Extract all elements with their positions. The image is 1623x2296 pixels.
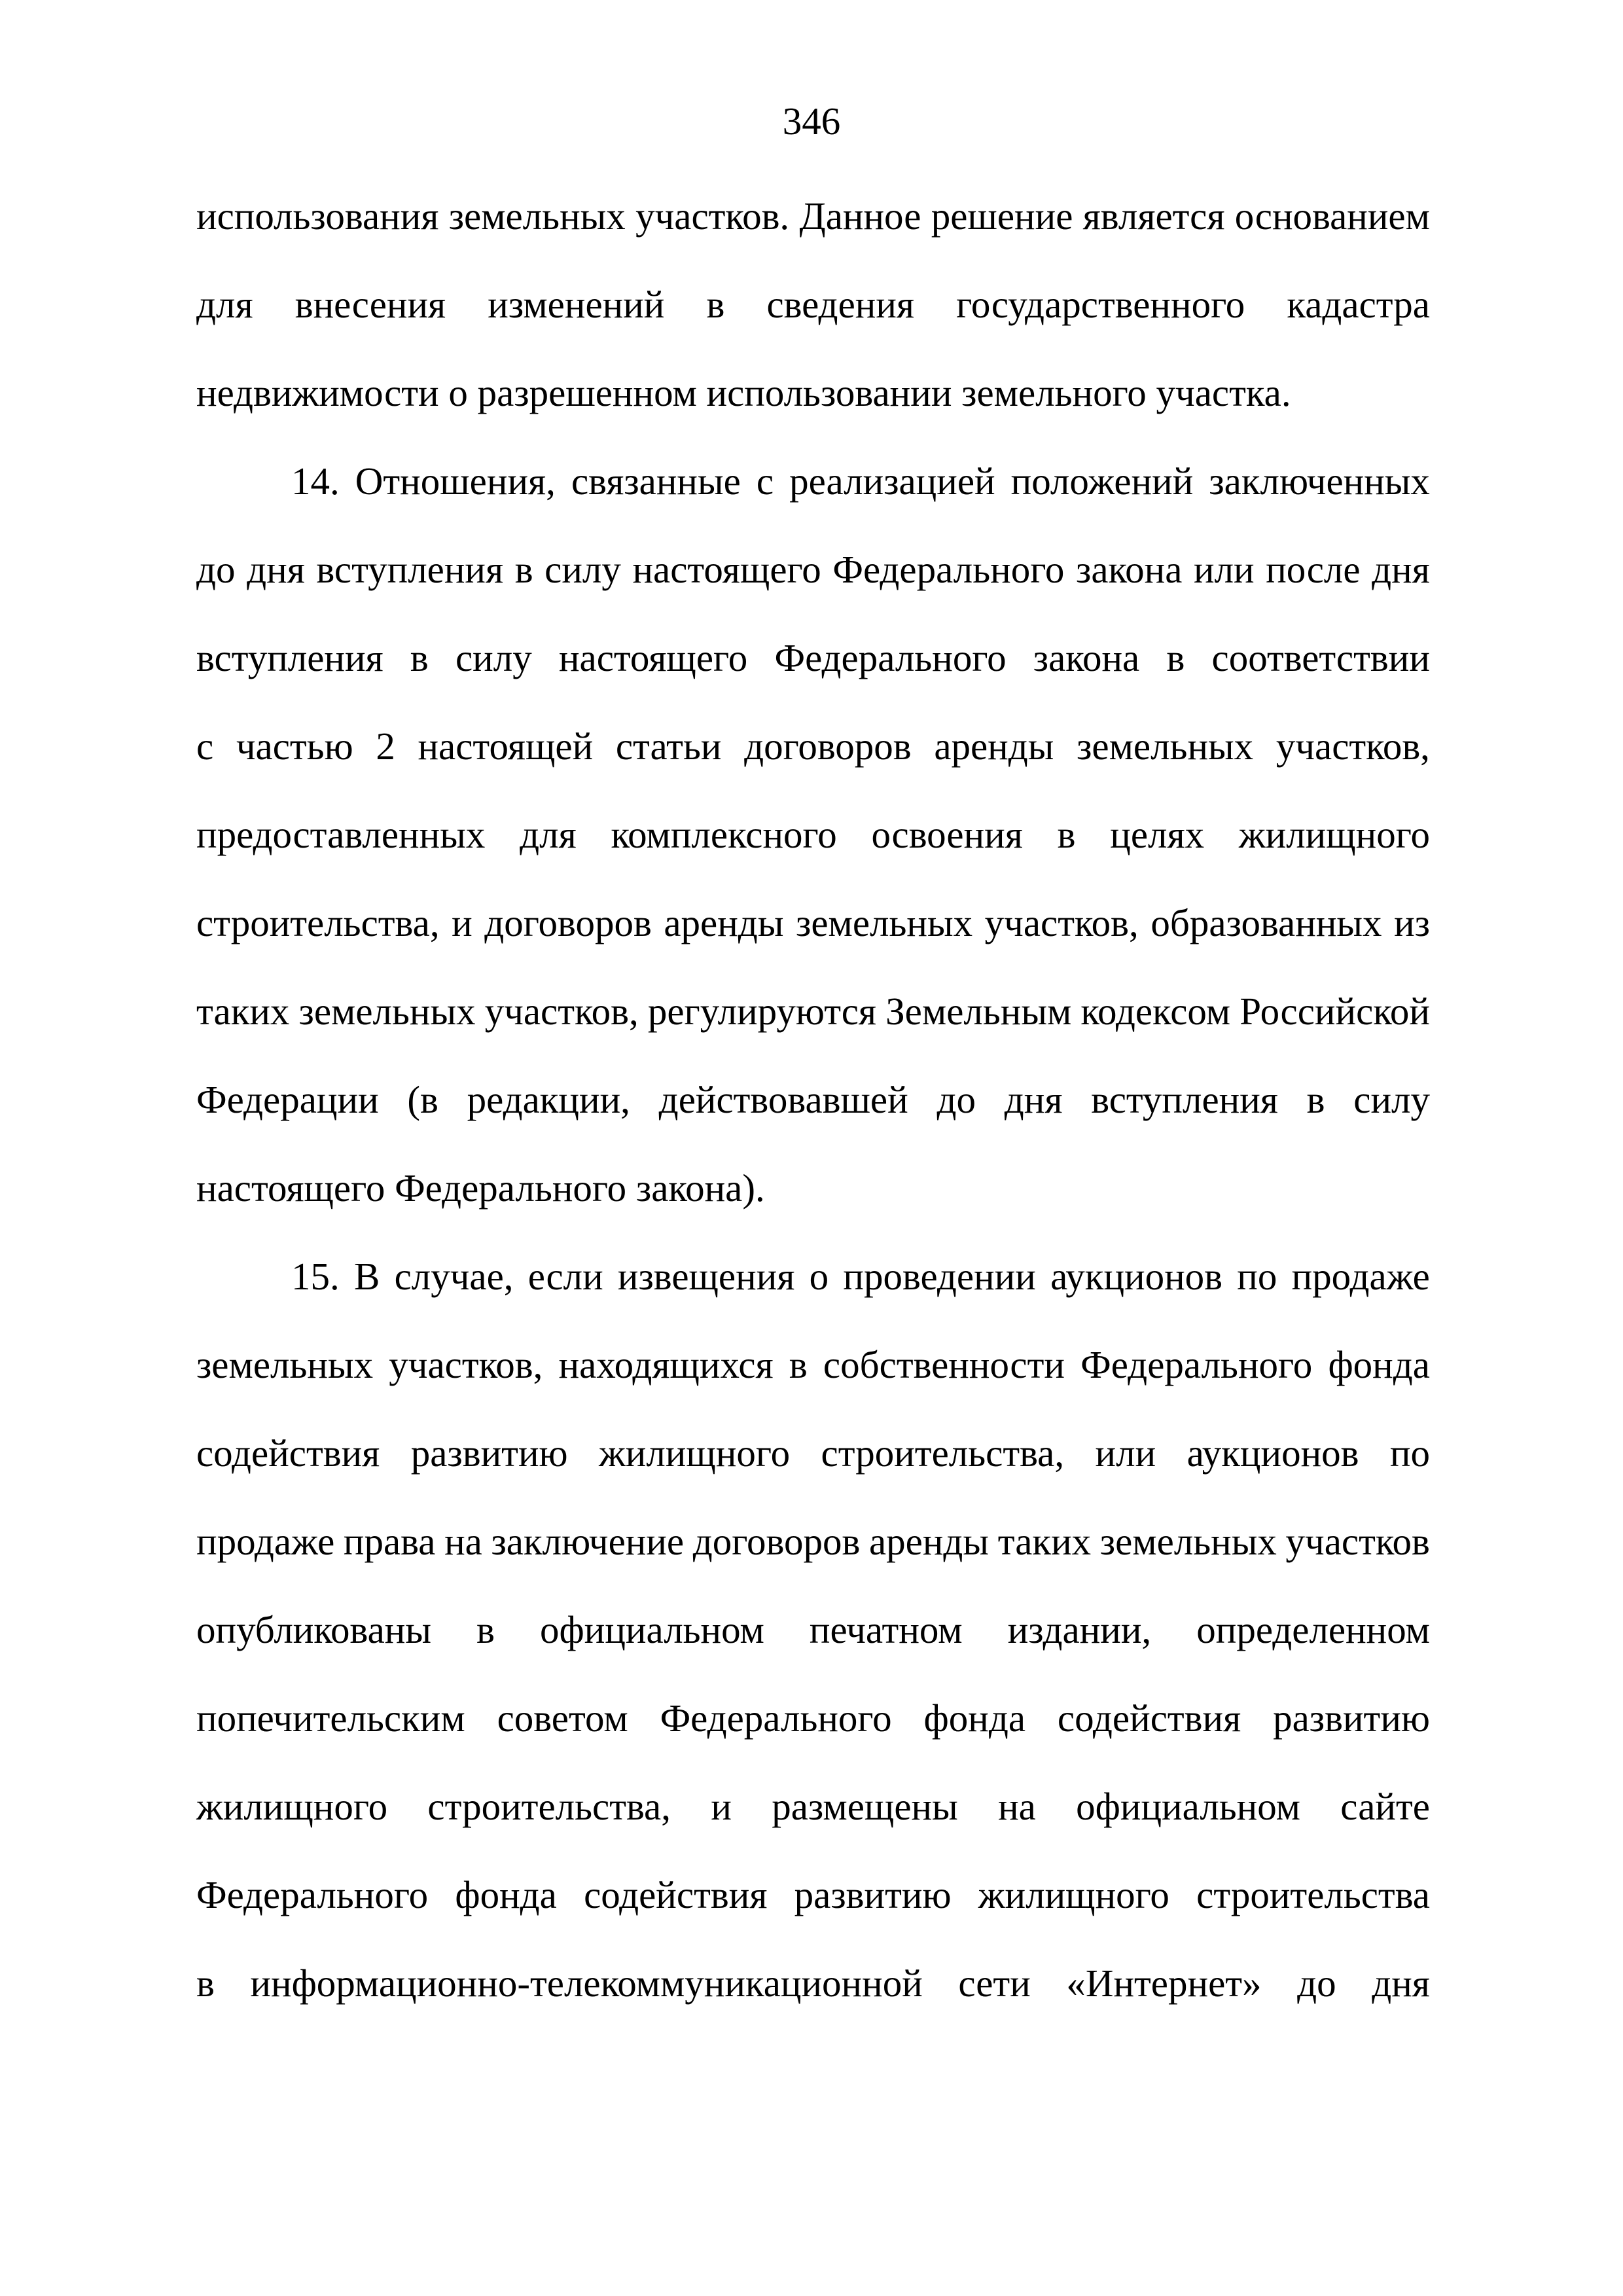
word: заключение xyxy=(491,1520,685,1563)
word: Федерального xyxy=(196,1873,429,1916)
word: Федерального xyxy=(832,548,1065,591)
word: строительства, xyxy=(427,1785,671,1828)
text-line xyxy=(196,547,1430,592)
word: в xyxy=(706,283,725,326)
word: внесения xyxy=(294,283,446,326)
text-line xyxy=(196,1960,1430,2006)
word: случае, xyxy=(394,1255,514,1298)
word: статьи xyxy=(615,725,722,768)
word: собственности xyxy=(823,1343,1065,1386)
word: дня xyxy=(247,548,305,591)
word: земельных xyxy=(1099,1520,1277,1563)
word: развитию xyxy=(1273,1696,1430,1740)
word: в xyxy=(514,548,533,591)
word: советом xyxy=(497,1696,628,1740)
word: строительства xyxy=(1196,1873,1430,1916)
word: частью xyxy=(236,725,353,768)
word: силу xyxy=(1353,1078,1430,1121)
word: предоставленных xyxy=(196,813,486,856)
word: Земельным xyxy=(885,990,1072,1033)
word: Данное xyxy=(799,194,921,238)
word: настоящего xyxy=(558,636,748,679)
word: с xyxy=(756,459,774,503)
word: соответствии xyxy=(1211,636,1430,679)
word: земельных xyxy=(796,901,973,944)
word: Российской xyxy=(1240,990,1430,1033)
word: до xyxy=(1297,1962,1336,2005)
word: изменений xyxy=(488,283,665,326)
word: настоящего xyxy=(632,548,821,591)
word: реализацией xyxy=(789,459,995,503)
word: аукционов xyxy=(1050,1255,1223,1298)
word: в xyxy=(196,1962,215,2005)
word: действовавшей xyxy=(658,1078,908,1121)
word: информационно-телекоммуникационной xyxy=(250,1962,923,2005)
word: силу xyxy=(544,548,621,591)
word: образованных xyxy=(1150,901,1382,944)
word: аукционов xyxy=(1186,1431,1359,1475)
text-line xyxy=(291,458,1430,504)
text-line xyxy=(196,900,1430,946)
word: жилищного xyxy=(1238,813,1430,856)
word: использования xyxy=(196,194,439,238)
word: по xyxy=(1389,1431,1430,1475)
word: в xyxy=(789,1343,808,1386)
word: жилищного xyxy=(599,1431,791,1475)
word: таких xyxy=(196,990,290,1033)
word: фонда xyxy=(923,1696,1026,1740)
word: вступления xyxy=(196,636,383,679)
word: печатном xyxy=(809,1608,963,1651)
word: извещения xyxy=(617,1255,795,1298)
word: земельных xyxy=(196,1343,374,1386)
word: 2 xyxy=(376,725,395,768)
word: официальном xyxy=(540,1608,764,1651)
word: земельных xyxy=(298,990,476,1033)
word: в xyxy=(1057,813,1076,856)
word: В xyxy=(354,1255,380,1298)
text-line xyxy=(196,723,1430,769)
word: закона xyxy=(1033,636,1140,679)
word: строительства, xyxy=(821,1431,1065,1475)
word: Федерации xyxy=(196,1078,379,1121)
text-line xyxy=(196,281,1430,327)
word: находящихся xyxy=(558,1343,774,1386)
word: редакции, xyxy=(467,1078,630,1121)
word: договоров xyxy=(484,901,652,944)
word: положений xyxy=(1010,459,1194,503)
word: официальном xyxy=(1076,1785,1300,1828)
word: с xyxy=(196,725,214,768)
word: по xyxy=(1237,1255,1277,1298)
page-number: 346 xyxy=(782,99,841,143)
word: участков, xyxy=(389,1343,543,1386)
text-line xyxy=(196,812,1430,857)
word: договоров xyxy=(692,1520,861,1563)
text-line xyxy=(196,1430,1430,1476)
text-line xyxy=(196,1518,1430,1564)
word: строительства, xyxy=(196,901,440,944)
word: издании, xyxy=(1007,1608,1152,1651)
word: в xyxy=(410,636,429,679)
word: на xyxy=(444,1520,482,1563)
word: продаже xyxy=(1291,1255,1430,1298)
text-line xyxy=(196,1342,1430,1388)
word: земельных xyxy=(448,194,626,238)
word: и xyxy=(711,1785,732,1828)
text-line xyxy=(196,193,1430,239)
word: договоров xyxy=(744,725,912,768)
word: таких xyxy=(997,1520,1092,1563)
word: содействия xyxy=(1057,1696,1241,1740)
word: и xyxy=(452,901,473,944)
word: участков, xyxy=(984,901,1139,944)
text-line xyxy=(291,1253,1430,1299)
word: попечительским xyxy=(196,1696,465,1740)
word: после xyxy=(1266,548,1361,591)
word: государственного xyxy=(956,283,1245,326)
word: содействия xyxy=(196,1431,380,1475)
word: сети xyxy=(958,1962,1031,2005)
word: о xyxy=(809,1255,829,1298)
word: дня xyxy=(1004,1078,1063,1121)
text-line: недвижимости о разрешенном использовании земельного участка. xyxy=(196,371,1291,414)
word: участков, xyxy=(484,990,639,1033)
word: Федерального xyxy=(660,1696,892,1740)
word: настоящей xyxy=(418,725,594,768)
word: проведении xyxy=(843,1255,1036,1298)
word: или xyxy=(1095,1431,1156,1475)
text-line xyxy=(196,1077,1430,1122)
word: аренды xyxy=(664,901,784,944)
word: регулируются xyxy=(647,990,877,1033)
word: до xyxy=(196,548,236,591)
word: размещены xyxy=(772,1785,958,1828)
word: Федерального xyxy=(1080,1343,1313,1386)
word: для xyxy=(520,813,577,856)
word: Федерального xyxy=(774,636,1007,679)
word: в xyxy=(1306,1078,1325,1121)
word: содействия xyxy=(584,1873,768,1916)
word: участков, xyxy=(1275,725,1430,768)
text-line: настоящего Федерального закона). xyxy=(196,1166,765,1210)
word: развитию xyxy=(410,1431,568,1475)
word: аренды xyxy=(934,725,1054,768)
word: 14. xyxy=(291,459,340,503)
word: вступления xyxy=(316,548,504,591)
word: силу xyxy=(455,636,532,679)
word: продаже xyxy=(196,1520,335,1563)
word: жилищного xyxy=(978,1873,1169,1916)
word: заключенных xyxy=(1209,459,1430,503)
word: опубликованы xyxy=(196,1608,432,1651)
word: основанием xyxy=(1234,194,1430,238)
word: из xyxy=(1394,901,1430,944)
word: целях xyxy=(1110,813,1205,856)
word: вступления xyxy=(1091,1078,1278,1121)
word: 15. xyxy=(291,1255,340,1298)
word: фонда xyxy=(455,1873,557,1916)
word: если xyxy=(527,1255,603,1298)
word: для xyxy=(196,283,253,326)
word: земельных xyxy=(1077,725,1254,768)
word: жилищного xyxy=(196,1785,388,1828)
word: сайте xyxy=(1340,1785,1430,1828)
text-line xyxy=(196,635,1430,681)
word: дня xyxy=(1372,1962,1430,2005)
word: дня xyxy=(1372,548,1430,591)
word: участков xyxy=(1285,1520,1430,1563)
word: на xyxy=(998,1785,1036,1828)
word: в xyxy=(1166,636,1185,679)
word: (в xyxy=(407,1078,438,1121)
word: решение xyxy=(931,194,1073,238)
word: кодексом xyxy=(1080,990,1231,1033)
word: освоения xyxy=(871,813,1023,856)
text-line xyxy=(196,1784,1430,1829)
word: закона xyxy=(1076,548,1183,591)
word: участков. xyxy=(635,194,790,238)
word: определенном xyxy=(1196,1608,1430,1651)
word: развитию xyxy=(794,1873,952,1916)
word: аренды xyxy=(868,1520,990,1563)
word: или xyxy=(1194,548,1255,591)
word: сведения xyxy=(766,283,915,326)
word: в xyxy=(476,1608,495,1651)
word: Отношения, xyxy=(355,459,556,503)
word: связанные xyxy=(571,459,741,503)
text-line xyxy=(196,1872,1430,1918)
word: до xyxy=(936,1078,976,1121)
word: права xyxy=(343,1520,436,1563)
word: фонда xyxy=(1328,1343,1430,1386)
text-line xyxy=(196,1607,1430,1653)
word: «Интернет» xyxy=(1066,1962,1262,2005)
word: кадастра xyxy=(1287,283,1430,326)
word: комплексного xyxy=(611,813,837,856)
text-line xyxy=(196,1695,1430,1741)
text-line xyxy=(196,988,1430,1034)
word: является xyxy=(1082,194,1225,238)
